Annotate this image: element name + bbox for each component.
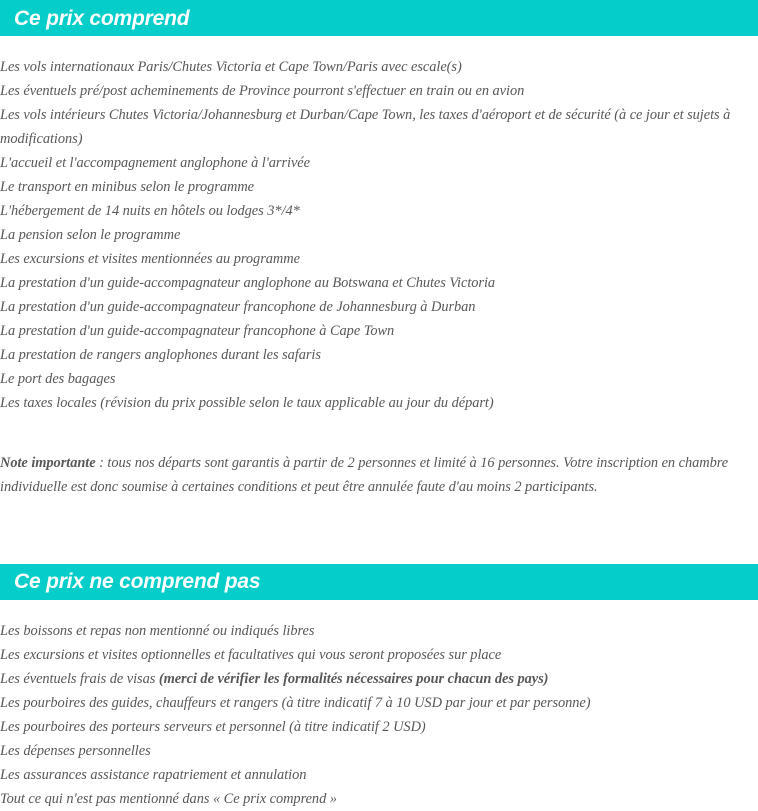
important-note-label: Note importante (0, 455, 96, 472)
list-item: Les pourboires des guides, chauffeurs et rangers (à titre indicatif 7 à 10 USD par jour et par personne) (0, 694, 591, 711)
list-item: La prestation d'un guide-accompagnateur francophone de Johannesburg à Durban (0, 299, 476, 315)
list-item: L'accueil et l'accompagnement anglophone à l'arrivée (0, 155, 310, 171)
list-item: Les dépenses personnelles (0, 742, 151, 759)
list-item-visa-emphasis: (merci de vérifier les formalités nécessaires pour chacun des pays) (158, 670, 549, 687)
list-item: Les assurances assistance rapatriement et annulation (0, 766, 307, 783)
section-body-excluded (0, 619, 758, 811)
list-item: Les vols internationaux Paris/Chutes Victoria et Cape Town/Paris avec escale(s) (0, 59, 462, 75)
list-item: Les vols intérieurs Chutes Victoria/Johannesburg et Durban/Cape Town, les taxes d'aéroport et de sécurité (à ce jour et sujets à modifications) (0, 107, 731, 147)
section-header-included (0, 0, 758, 36)
spacer-included-top (0, 36, 758, 55)
list-item: Le transport en minibus selon le programme (0, 179, 254, 195)
spacer-between-sections (0, 514, 758, 564)
list-item: Les boissons et repas non mentionné ou indiqués libres (0, 622, 315, 639)
list-item: Les excursions et visites optionnelles et facultatives qui vous seront proposées sur place (0, 646, 502, 663)
list-item: Le port des bagages (0, 371, 116, 387)
list-item: La prestation de rangers anglophones durant les safaris (0, 347, 321, 363)
list-item: La prestation d'un guide-accompagnateur anglophone au Botswana et Chutes Victoria (0, 275, 496, 291)
section-body-included (0, 55, 758, 499)
important-note-text: : tous nos départs sont garantis à partir de 2 personnes et limité à 16 personnes. Votre inscription en chambre individuelle est donc soumise à certaines conditions et peut être annulée faute d'au moins 2 participants. (0, 455, 729, 496)
important-note (0, 451, 742, 499)
included-list (0, 55, 742, 415)
list-item: Les pourboires des porteurs serveurs et personnel (à titre indicatif 2 USD) (0, 718, 426, 735)
spacer-before-note (0, 415, 742, 437)
list-item: La pension selon le programme (0, 227, 181, 243)
spacer-excluded-top (0, 600, 758, 619)
section-header-excluded (0, 564, 758, 600)
list-item: L'hébergement de 14 nuits en hôtels ou lodges 3*/4* (0, 203, 300, 219)
list-item: La prestation d'un guide-accompagnateur francophone à Cape Town (0, 323, 395, 339)
section-title-included: Ce prix comprend (14, 6, 190, 30)
section-title-excluded: Ce prix ne comprend pas (14, 570, 261, 594)
list-item: Les éventuels pré/post acheminements de Province pourront s'effectuer en train ou en avion (0, 83, 525, 99)
excluded-list (0, 619, 742, 811)
list-item-visa-text: Les éventuels frais de visas (0, 670, 159, 687)
list-item: Les taxes locales (révision du prix possible selon le taux applicable au jour du départ) (0, 395, 494, 411)
list-item: Les excursions et visites mentionnées au programme (0, 251, 300, 267)
list-item-visa (0, 667, 742, 691)
list-item: Tout ce qui n'est pas mentionné dans « Ce prix comprend » (0, 790, 337, 807)
